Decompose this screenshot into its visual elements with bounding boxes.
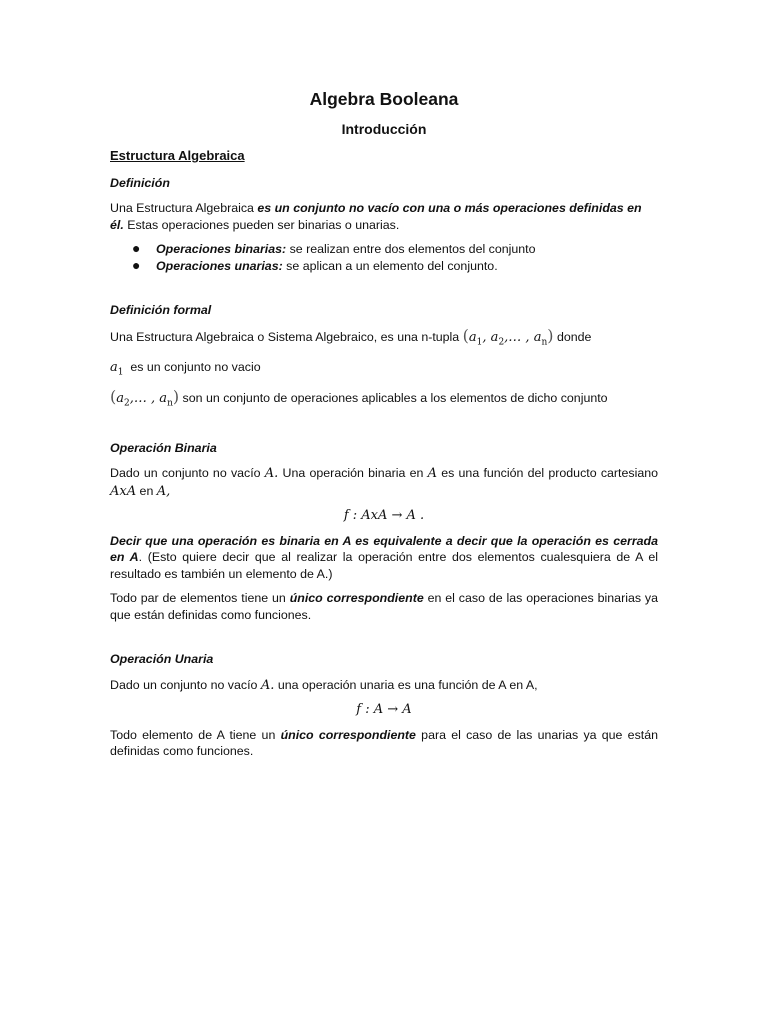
definicion-text-c: Estas operaciones pueden ser binarias o unarias. (123, 217, 400, 232)
binaria-p3-c: en el caso de las operaciones binarias ya que están definidas como funciones. (110, 591, 659, 622)
binaria-paragraph-3 (110, 590, 658, 623)
ops-open-paren: ( (110, 386, 117, 406)
set-a-symbol: A (427, 466, 437, 482)
binaria-text-a: Dado un conjunto no vacío (110, 466, 265, 481)
tuple-expression: $a_1$, $a_2,\dots$ , $a_n$ (468, 329, 548, 348)
list-item (132, 256, 658, 275)
formal-text-a: Una Estructura Algebraica o Sistema Algebraico, es una n-tupla (110, 329, 463, 344)
unaria-p2-c: para el caso de las unarias ya que están definidas como funciones. (110, 727, 658, 759)
set-a-symbol: A. (260, 677, 275, 693)
unaria-text-b: una operación unaria es una función de A en A, (274, 677, 538, 692)
binaria-paragraph-1 (110, 465, 658, 500)
bullet-icon: ● (132, 256, 141, 273)
formal-paragraph-2 (110, 359, 658, 381)
binaria-heading: Operación Binaria (110, 440, 217, 455)
definicion-paragraph (110, 200, 658, 233)
binaria-paragraph-2 (110, 533, 658, 583)
list-item-label: Operaciones binarias: (156, 242, 287, 256)
formal-text-b: donde (553, 329, 592, 344)
set-a-symbol: A, (156, 483, 171, 499)
formal-text-a1: es un conjunto no vacio (130, 359, 261, 374)
bullet-icon: ● (132, 240, 141, 256)
document-page (110, 88, 658, 768)
binaria-formula: f : AxA → A . (343, 508, 425, 524)
ops-expression: $a_2,\dots$ , $a_n$ (116, 390, 173, 409)
list-item-label: Operaciones unarias: (156, 258, 283, 273)
list-item-text: se aplican a un elemento del conjunto. (282, 258, 498, 273)
section-title: Estructura Algebraica (110, 148, 245, 163)
unaria-text-a: Dado un conjunto no vacío (110, 677, 261, 692)
binaria-text-b: Una operación binaria en (278, 466, 428, 481)
tuple-open-paren: ( (462, 325, 469, 345)
definicion-text-emphasis: es un conjunto no vacío con una o más operaciones definidas en él. (110, 201, 642, 232)
unaria-p2-emphasis: único correspondiente (280, 727, 416, 742)
set-a-symbol: A. (264, 466, 279, 482)
list-item (132, 240, 658, 258)
ops-close-paren: ) (172, 386, 180, 406)
unaria-paragraph-1 (110, 677, 658, 695)
formal-paragraph-1 (110, 325, 658, 351)
binaria-emphasis: Decir que una operación es binaria en A es equivalente a decir que la operación es cerrada en A (110, 533, 658, 565)
binaria-p3-emphasis: único correspondiente (289, 591, 424, 606)
unaria-p2-a: Todo elemento de A tiene un (110, 727, 281, 742)
document-title: Algebra Booleana (309, 89, 459, 109)
binaria-text-rest: . (Esto quiere decir que al realizar la operación entre dos elementos cualesquiera de A el resultado es también un elemento de A.) (110, 550, 659, 581)
operations-list (110, 241, 658, 274)
formal-text-ops: son un conjunto de operaciones aplicables a los elementos de dicho conjunto (179, 390, 608, 405)
binaria-p3-a: Todo par de elementos tiene un (110, 591, 290, 606)
cartesian-product-symbol: AxA (110, 483, 137, 499)
unaria-formula: f : A → A (356, 702, 412, 718)
definicion-text-a: Una Estructura Algebraica (110, 201, 258, 215)
binaria-text-c: es una función del producto cartesiano (437, 466, 659, 481)
unaria-heading: Operación Unaria (110, 652, 214, 667)
binaria-text-d: en (136, 483, 157, 498)
tuple-close-paren: ) (547, 325, 554, 345)
formal-paragraph-3 (110, 386, 658, 412)
formal-heading: Definición formal (110, 303, 212, 317)
definicion-heading: Definición (110, 175, 170, 190)
document-subtitle: Introducción (341, 121, 427, 137)
a1-symbol: $a_1$ (110, 359, 124, 378)
list-item-text: se realizan entre dos elementos del conjunto (286, 242, 536, 256)
unaria-paragraph-2 (110, 727, 658, 760)
